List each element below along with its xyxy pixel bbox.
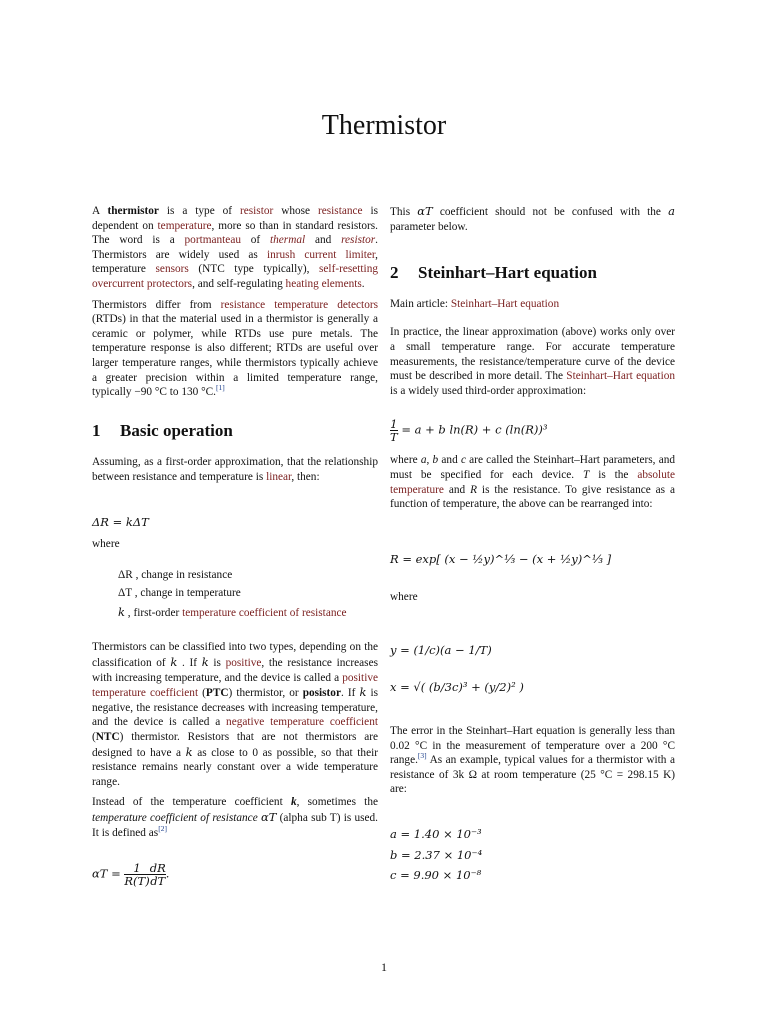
ref-1[interactable]: [1] [215, 383, 225, 393]
link-resistor[interactable]: resistor [240, 205, 274, 217]
fraction-dr-dt: $\frac{dR}{dT}$ [149, 861, 166, 889]
equation-delta-r: ΔR = kΔT [92, 514, 149, 529]
approximation-paragraph: In practice, the linear approximation (above) works only over a small temperature range. For accurate temperature measurements, the resistance/temperature curve of the device must be described in more detail. The Steinhart–Hart equation is a widely used third-order approximation: [390, 326, 676, 397]
link-absolute-temperature[interactable]: absolute temperature [390, 468, 675, 496]
link-temperature-coefficient[interactable]: temperature coefficient of resistance [182, 606, 347, 619]
page-number: 1 [381, 960, 387, 974]
definition-delta-r: ΔR , change in resistance [118, 568, 233, 581]
left-column [92, 204, 378, 887]
link-main-article-steinhart-hart[interactable]: Steinhart–Hart equation [450, 297, 560, 310]
definition-k: k , first-order temperature coefficient of resistance [118, 604, 347, 619]
intro-paragraph: A thermistor is a type of resistor whose resistance is dependent on temperature, more so than in standard resistors. The word is a portmanteau of thermal and resistor. Thermistors are widely used as inrush current limiter, temperature sensors (NTC type typically), self-resetting overcurrent protectors, and self-regulating heating elements. [92, 205, 379, 290]
link-sensors[interactable]: sensors [155, 263, 189, 276]
right-column [390, 204, 675, 883]
page-title: Thermistor [321, 110, 447, 141]
link-steinhart-hart-equation[interactable]: Steinhart–Hart equation [566, 370, 676, 383]
link-ptc[interactable]: positive temperature coefficient [92, 671, 378, 700]
alpha-paragraph: Instead of the temperature coefficient k, sometimes the temperature coefficient of resistance αT (alpha sub T) is used. It is defined as[2] [92, 796, 378, 839]
parameters-paragraph: where a, b and c are called the Steinhart–Hart parameters, and must be specified for each device. T is the absolute temperature and R is the resistance. To give resistance as a function of temperature, the above can be rearranged into: [390, 454, 676, 511]
link-thermal[interactable]: thermal [270, 234, 306, 247]
section-heading-basic-operation: 1 Basic operation [92, 420, 233, 440]
value-a: a = 1.40 × 10⁻³ [390, 827, 482, 842]
link-self-resetting[interactable]: self-resetting overcurrent protectors [92, 263, 378, 290]
error-paragraph: The error in the Steinhart–Hart equation is generally less than 0.02 °C in the measurement of temperature over a 200 °C range.[3] As an example, typical values for a thermistor with a resistance of 3k Ω at room temperature (25 °C = 298.15 K) are: [390, 725, 675, 796]
definition-list [92, 568, 378, 621]
link-heating-elements[interactable]: heating elements [285, 277, 362, 290]
link-resistor-italic[interactable]: resistor [341, 234, 376, 247]
link-ntc[interactable]: negative temperature coefficient [226, 716, 378, 729]
value-b: b = 2.37 × 10⁻⁴ [390, 847, 483, 862]
equation-alpha: αT = $\frac{1}{R(T)}$ $\frac{dR}{dT}$ . [92, 861, 170, 889]
link-inrush-current-limiter[interactable]: inrush current limiter [266, 248, 376, 261]
classification-paragraph: Thermistors can be classified into two types, depending on the classification of k . If k is positive, the resistance increases with increasing temperature, and the device is called a positive temperature coefficient (PTC) thermistor, or posistor. If k is negative, the resistance decreases with increasing temperature, and the device is called a negative temperature coefficient (NTC) thermistor. Resistors that are not thermistors are designed to have a k as close to 0 as possible, so that their resistance remains nearly constant over a wide temperature range. [92, 641, 379, 788]
ref-2[interactable]: [2] [158, 823, 167, 833]
equation-y: y = (1/c)(a − 1/T) [390, 642, 492, 657]
definition-delta-t: ΔT , change in temperature [118, 587, 241, 600]
main-article-note: Main article: Steinhart–Hart equation [390, 297, 560, 310]
link-linear[interactable]: linear [266, 470, 292, 483]
equation-resistance-exp: R = exp[ (x − ½y)^⅓ − (x + ½y)^⅓ ] [390, 551, 612, 566]
where-label: where [92, 538, 120, 551]
section-heading-steinhart-hart: 2 Steinhart–Hart equation [390, 263, 597, 283]
equation-x: x = √( (b/3c)³ + (y/2)² ) [390, 679, 524, 694]
fraction-1-over-t: $\frac{1}{T}$ [390, 417, 398, 445]
link-resistance[interactable]: resistance [318, 205, 363, 217]
alpha-note-paragraph: This αT coefficient should not be confused with the a parameter below. [390, 204, 675, 233]
link-portmanteau[interactable]: portmanteau [184, 234, 241, 247]
link-temperature[interactable]: temperature [157, 219, 212, 232]
equation-steinhart-hart: $\frac{1}{T}$ = a + b ln(R) + c (ln(R))³ [390, 417, 548, 445]
link-rtd[interactable]: resistance temperature detectors [220, 298, 378, 311]
ref-3[interactable]: [3] [417, 751, 427, 761]
where-label-right: where [390, 591, 418, 604]
assumption-paragraph: Assuming, as a first-order approximation, that the relationship between resistance and temperature is linear, then: [92, 456, 378, 483]
fraction-1-over-rt: $\frac{1}{R(T)}$ [124, 861, 150, 889]
rtd-paragraph: Thermistors differ from resistance temperature detectors (RTDs) in that the material used in a thermistor is generally a ceramic or polymer, while RTDs use pure metals. The temperature response is also different; RTDs are useful over larger temperature ranges, while thermistors typically achieve a greater precision within a limited temperature range, typically −90 °C to 130 °C.[1] [92, 298, 378, 399]
value-c: c = 9.90 × 10⁻⁸ [390, 868, 482, 883]
link-positive[interactable]: positive [225, 657, 262, 670]
